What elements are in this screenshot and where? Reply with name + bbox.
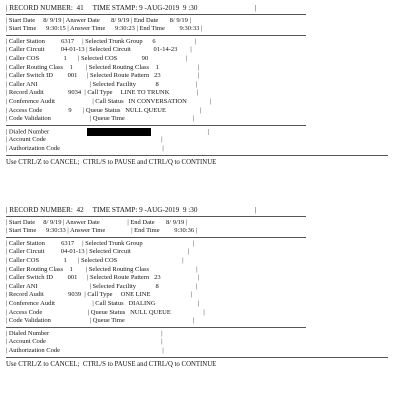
divider [6, 357, 388, 358]
authorization-code-row: | Authorization Code | [6, 346, 164, 354]
account-code-row: | Account Code | [6, 136, 163, 144]
detail-row: | Caller Circuit 04-01-13 | Selected Circuit | [6, 248, 189, 256]
dialed-number-row: | Dialed Number | [6, 128, 209, 136]
detail-row: | Caller Switch ID 001 | Selected Route Pattern 23 | [6, 274, 200, 282]
detail-row: | Caller Routing Class 1 | Selected Routing Class 1 | [6, 63, 200, 71]
detail-row: | Caller Circuit 04-01-13 | Selected Circuit 01-14-23 | [6, 46, 192, 54]
time-row-times: | Start Time 9:30:33 | Answer Time | End Time 9:30:36 | [6, 227, 198, 235]
detail-row: | Caller COS 1 | Selected COS | [6, 256, 184, 264]
redacted-dialed-number [87, 128, 151, 136]
detail-row: | Caller ANI | Selected Facility 8 | [6, 80, 198, 88]
detail-row: | Code Validation | Queue Time | [6, 317, 195, 325]
time-row-dates: | Start Date 8/ 9/19 | Answer Date | End Date 8/ 9/19 | [6, 218, 188, 226]
time-row-dates: | Start Date 8/ 9/19 | Answer Date 8/ 9/19 | End Date 8/ 9/19 | [6, 16, 191, 24]
detail-row: | Caller Switch ID 001 | Selected Route Pattern 23 | [6, 72, 200, 80]
detail-row: | Conference Audit | Call Status IN CONVERSATION | [6, 97, 211, 105]
continue-prompt: Use CTRL/Z to CANCEL; CTRL/S to PAUSE and CTRL/Q to CONTINUE [6, 158, 217, 166]
detail-row: | Caller ANI | Selected Facility 8 | [6, 282, 198, 290]
time-row-times: | Start Time 9:30:15 | Answer Time 9:30:23 | End Time 9:30:33 | [6, 25, 203, 33]
authorization-code-row: | Authorization Code | [6, 144, 164, 152]
divider [6, 35, 306, 36]
detail-row: | Caller COS 1 | Selected COS 90 | [6, 54, 187, 62]
detail-row: | Record Audit 9039 | Call Type ONE LINE | [6, 291, 193, 299]
divider [6, 14, 306, 15]
detail-row: | Code Validation | Queue Time | [6, 115, 195, 123]
detail-row: | Record Audit 9034 | Call Type LINE TO TRUNK | [6, 89, 199, 97]
record-header: | RECORD NUMBER: 41 TIME STAMP: 9 -AUG-2019 9 :30 | [6, 4, 257, 12]
detail-row: | Caller Station 6317 | Selected Trunk Group 6 | [6, 37, 196, 45]
record-41 [6, 4, 398, 167]
detail-row: | Caller Station 6317 | Selected Trunk Group | [6, 239, 195, 247]
divider [6, 216, 306, 217]
record-header: | RECORD NUMBER: 42 TIME STAMP: 9 -AUG-2019 9 :30 | [6, 206, 257, 214]
divider [6, 125, 306, 126]
dialed-number-row: | Dialed Number | [6, 329, 163, 337]
dialed-number-label: | Dialed Number [6, 128, 50, 136]
divider [6, 327, 306, 328]
continue-prompt: Use CTRL/Z to CANCEL; CTRL/S to PAUSE and CTRL/Q to CONTINUE [6, 360, 217, 368]
account-code-row: | Account Code | [6, 338, 163, 346]
divider [6, 237, 306, 238]
detail-row: | Access Code | Queue Status NULL QUEUE | [6, 308, 205, 316]
record-42 [6, 206, 398, 369]
detail-row: | Caller Routing Class 1 | Selected Routing Class | [6, 265, 198, 273]
detail-row: | Conference Audit | Call Status DIALING | [6, 299, 200, 307]
detail-row: | Access Code 9 | Queue Status NULL QUEUE | [6, 106, 202, 114]
divider [6, 155, 388, 156]
